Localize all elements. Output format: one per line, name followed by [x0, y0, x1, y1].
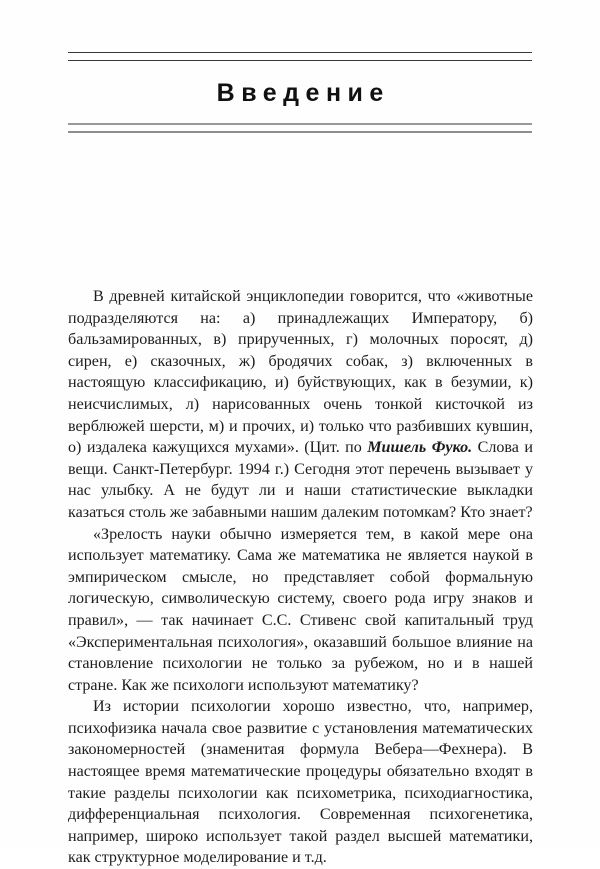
page-title: Введение [216, 79, 390, 107]
header-rule-bottom [68, 123, 532, 133]
paragraph-1: В древней китайской энциклопедии говорится, что «животные подразделяются на: а) принадлежащих Императору, б) бальзамированных, в) прирученных, г) молочных поросят, д) сирен, е) сказочных, ж) бродячих собак, з) включенных в настоящую классификацию, и) буйствующих, как в безумии, к) неисчислимых, л) нарисованных очень тонкой кисточкой из верблюжей шерсти, м) и прочих, и) только что разбивших кувшин, о) издалека кажущихся мухами». (Цит. по Мишель Фуко. Слова и вещи. Санкт-Петербург. 1994 г.) Сегодня этот перечень вызывает у нас улыбку. А не будут ли и наши статистические выкладки казаться столь же забавными нашим далеким потомкам? Кто знает? [68, 288, 533, 521]
paragraph-2: «Зрелость науки обычно измеряется тем, в какой мере она использует математику. Сама же математика не является наукой в эмпирическом смысле, но представляет собой формальную логическую, символическую систему, своего рода игру знаков и правил», — так начинает С.С. Стивенс свой капитальный труд «Экспериментальная психология», оказавший большое влияние на становление психологии не только за рубежом, но и в нашей стране. Как же психологи используют математику? [68, 525, 533, 694]
header-rule-top [68, 52, 532, 61]
body-text [68, 286, 533, 869]
chapter-header [68, 52, 532, 133]
citation-author: Мишель Фуко. [367, 439, 473, 457]
paragraph-3: Из истории психологии хорошо известно, что, например, психофизика начала свое развитие с установления математических закономерностей (знаменитая формула Вебера—Фехнера). В настоящее время математические процедуры обязательно входят в такие разделы психологии как психометрика, психодиагностика, дифференциальная психология. Современная психогенетика, например, широко использует такой раздел высшей математики, как структурное моделирование и т.д. [68, 698, 533, 867]
